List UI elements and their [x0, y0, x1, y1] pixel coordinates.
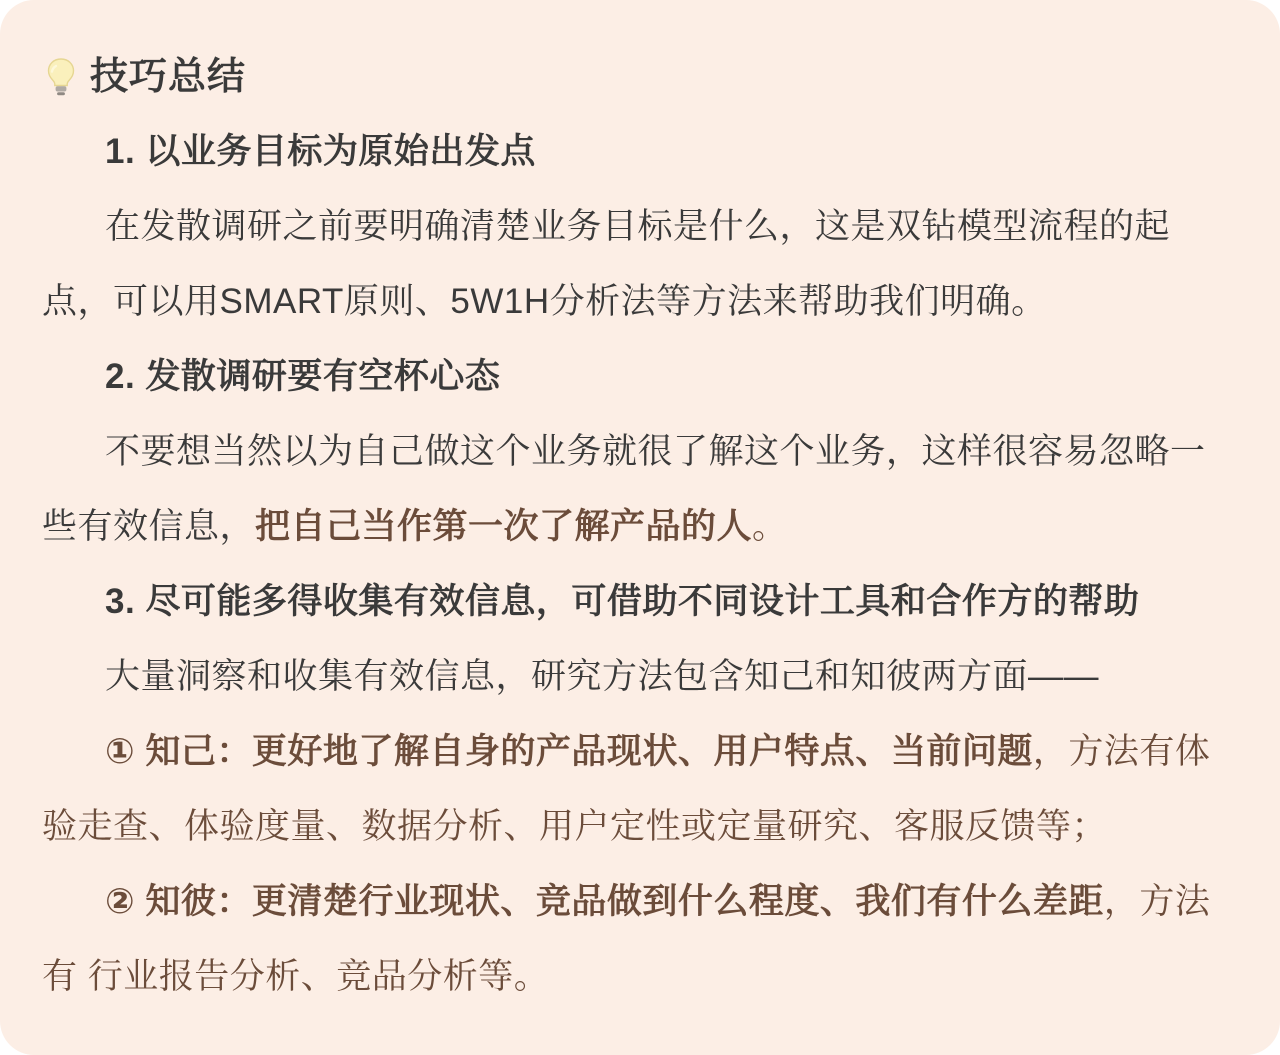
page-title: 技巧总结	[90, 56, 247, 98]
text-segment: 大量洞察和收集有效信息，研究方法包含知己和知彼两方面——	[105, 657, 1100, 696]
highlight-text: ② 知彼：更清楚行业现状、竞品做到什么程度、我们有什么差距	[105, 882, 1104, 921]
highlight-text: 把自己当作第一次了解产品的人	[255, 507, 753, 546]
text-segment: ，方法有 行业报告分析、竞品分析等。	[42, 882, 1211, 996]
tip-3-heading: 3. 尽可能多得收集有效信息，可借助不同设计工具和合作方的帮助	[105, 582, 1140, 621]
section-header	[42, 50, 1238, 104]
text-segment: 在发散调研之前要明确清楚业务目标是什么，这是双钻模型流程的起点，可以用SMART原则、5W1H分析法等方法来帮助我们明确。	[42, 207, 1171, 321]
tip-3-paragraph	[42, 639, 1238, 714]
tips-content	[42, 114, 1238, 1014]
tip-1-heading: 1. 以业务目标为原始出发点	[105, 132, 536, 171]
highlight-text: ① 知己：更好地了解自身的产品现状、用户特点、当前问题	[105, 732, 1033, 771]
tip-3-item-1	[42, 714, 1238, 864]
text-segment: ，方法有体验走查、体验度量、数据分析、用户定性或定量研究、客服反馈等；	[42, 732, 1211, 846]
tip-3-item-2	[42, 864, 1238, 1014]
tip-2-paragraph	[42, 414, 1238, 564]
text-segment: 不要想当然以为自己做这个业务就很了解这个业务，这样很容易忽略一些有效信息，	[42, 432, 1206, 546]
tip-1-paragraph	[42, 189, 1238, 339]
tip-2-heading: 2. 发散调研要有空杯心态	[105, 357, 501, 396]
text-segment: 。	[752, 507, 788, 546]
lightbulb-icon	[42, 57, 80, 97]
